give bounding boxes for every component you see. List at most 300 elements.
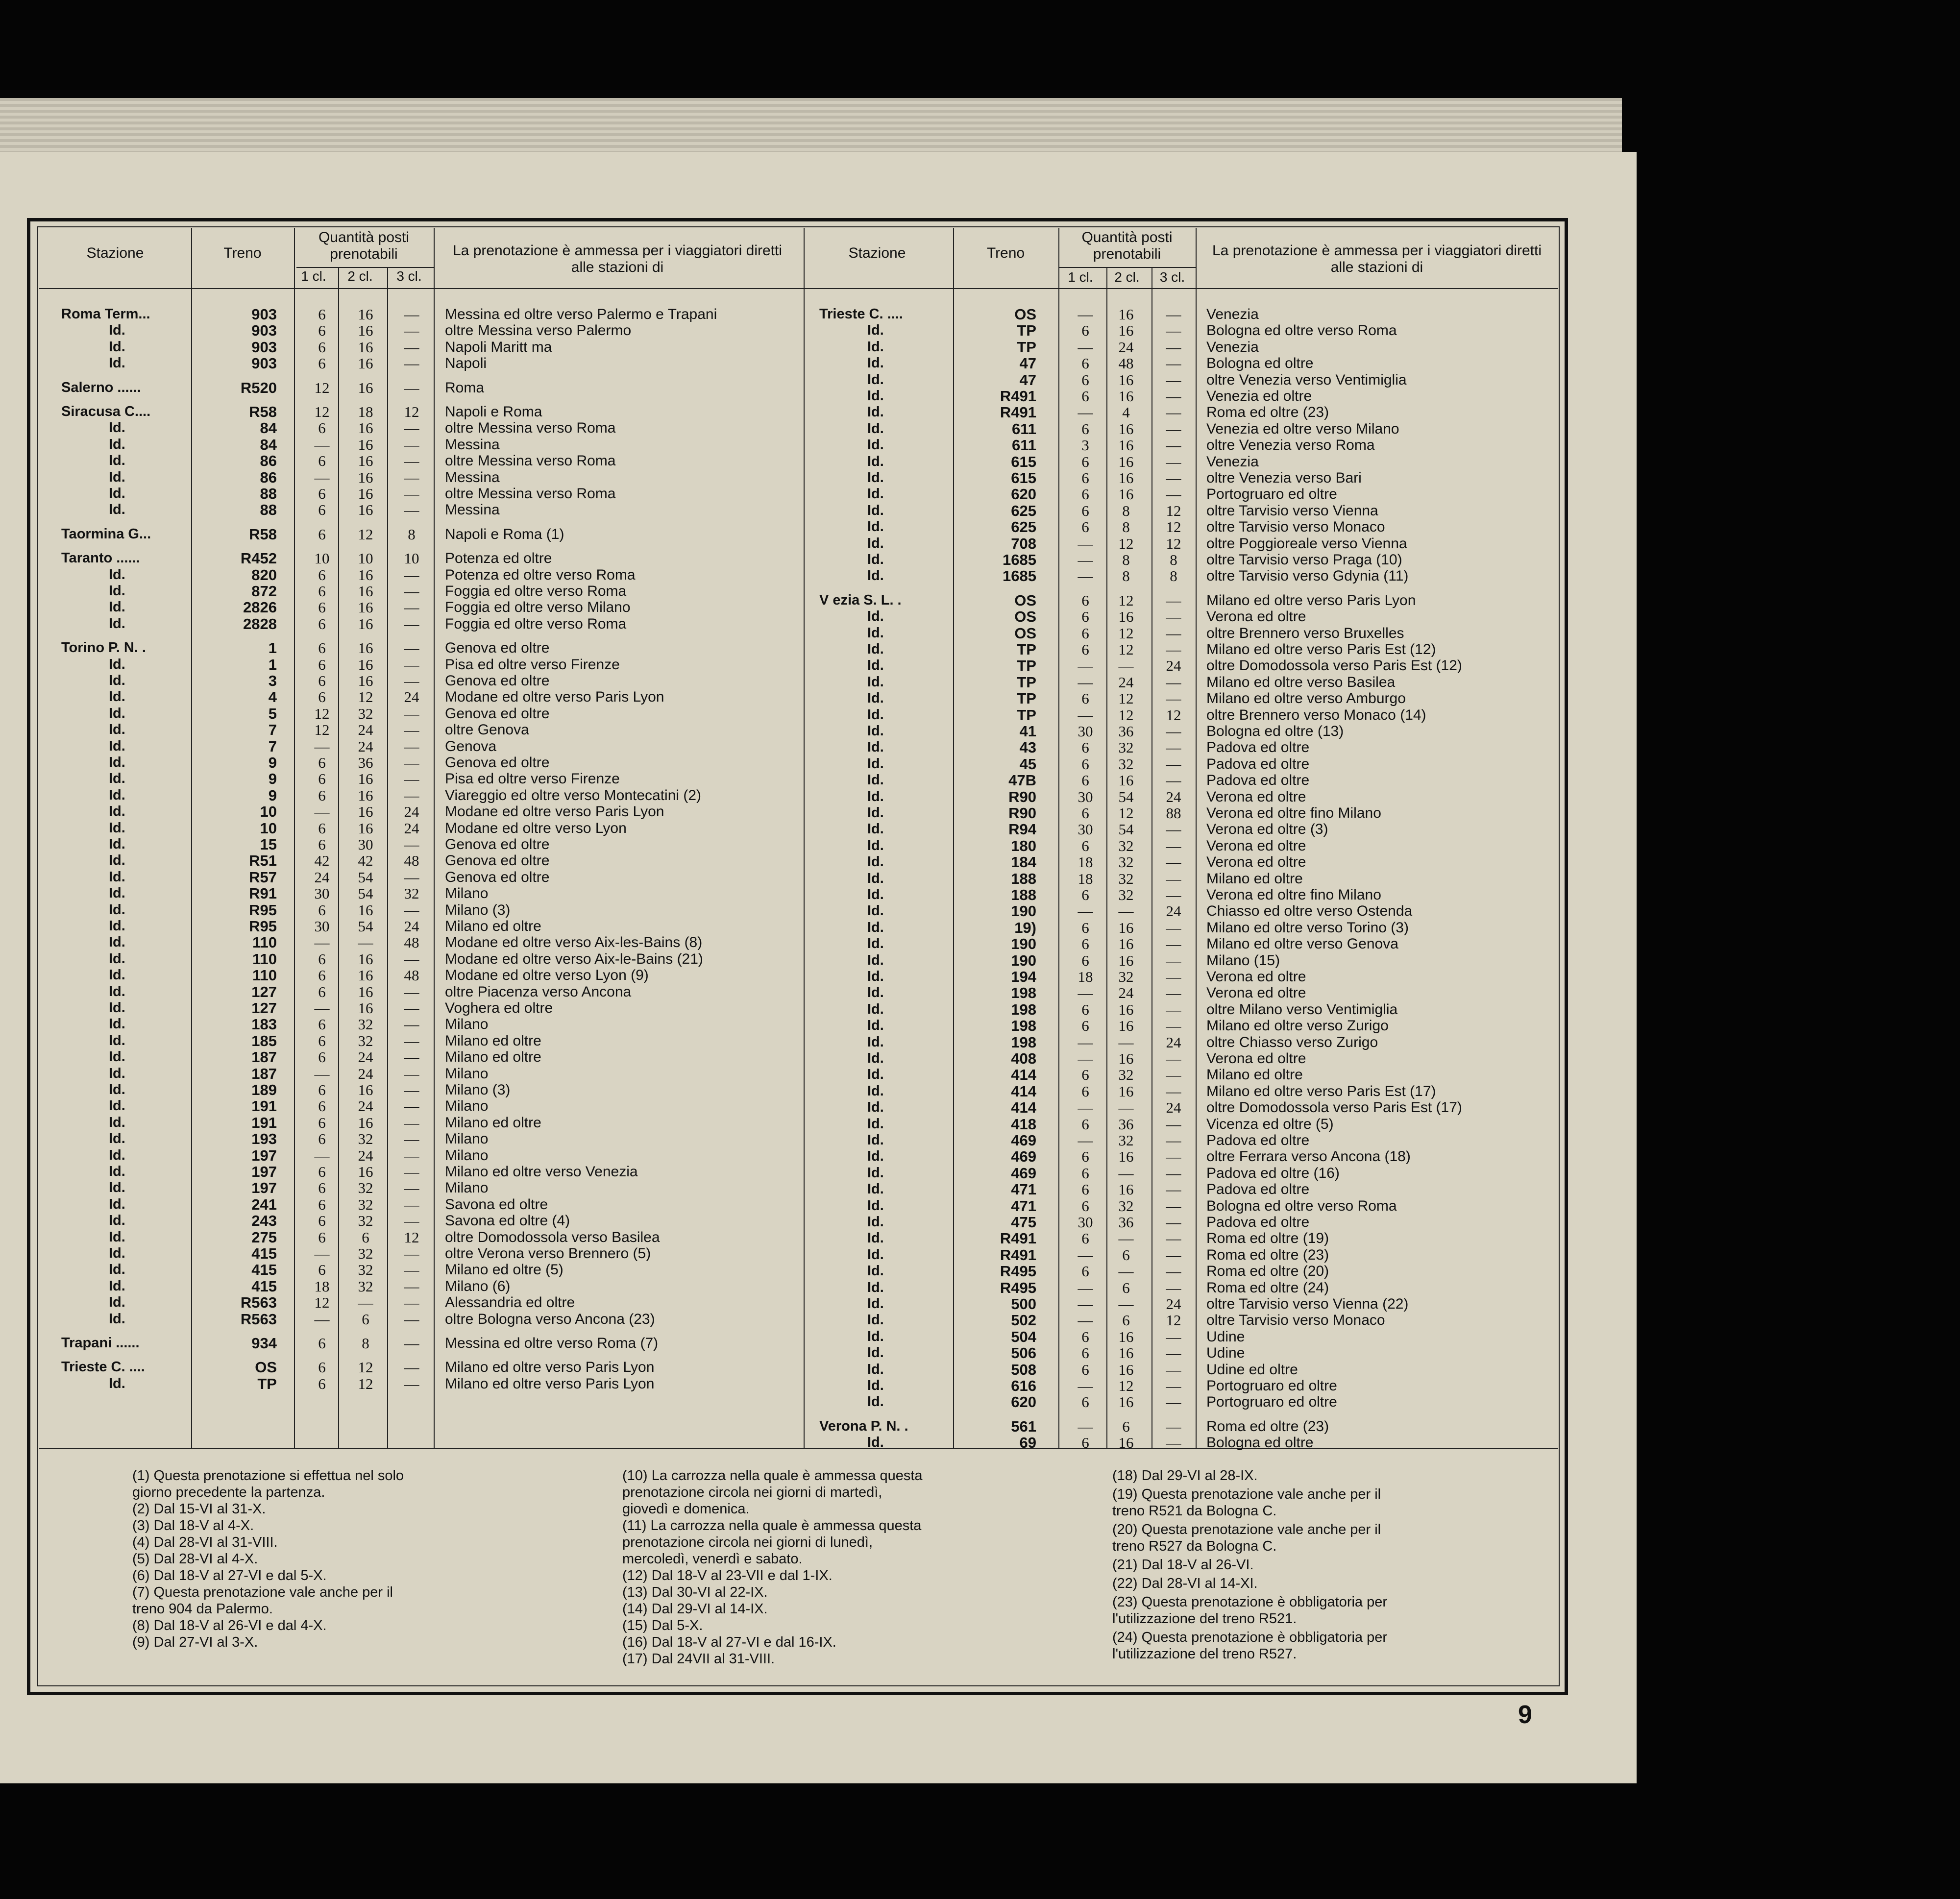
third-class-cell: — — [1166, 1197, 1181, 1215]
train-cell: 190 — [1011, 902, 1036, 920]
second-class-cell: 32 — [1118, 853, 1134, 871]
second-class-cell: — — [358, 1294, 373, 1312]
train-cell: 2828 — [243, 615, 277, 633]
station-cell: Id. — [109, 1147, 125, 1163]
station-cell: Id. — [867, 821, 884, 837]
third-class-cell: 8 — [408, 525, 416, 543]
train-cell: 504 — [1011, 1328, 1036, 1345]
train-cell: 189 — [251, 1081, 277, 1098]
second-class-cell: 16 — [1118, 1361, 1134, 1378]
station-cell: Id. — [867, 535, 884, 551]
station-cell: Id. — [867, 1034, 884, 1050]
destination-cell: Savona ed oltre — [445, 1196, 548, 1213]
station-cell: Id. — [109, 722, 125, 738]
third-class-cell: 32 — [404, 885, 419, 902]
first-class-cell: 6 — [318, 501, 326, 519]
train-cell: 903 — [251, 322, 277, 340]
first-class-cell: 6 — [318, 1016, 326, 1033]
train-cell: R491 — [1000, 1230, 1036, 1247]
station-cell: Id. — [109, 583, 125, 599]
station-cell: Id. — [867, 674, 884, 690]
first-class-cell: 6 — [1081, 1017, 1089, 1035]
train-cell: 86 — [260, 452, 277, 470]
train-cell: 561 — [1011, 1417, 1036, 1435]
second-class-cell: 12 — [1118, 591, 1134, 609]
first-class-cell: 6 — [318, 1163, 326, 1180]
station-cell: Id. — [867, 1435, 884, 1451]
station-cell: Id. — [867, 903, 884, 919]
third-class-cell: — — [1166, 935, 1181, 953]
destination-cell: Verona ed oltre (3) — [1206, 821, 1328, 838]
third-class-cell: — — [404, 599, 419, 616]
destination-cell: Portogruaro ed oltre — [1206, 1394, 1337, 1411]
station-cell: Id. — [867, 837, 884, 853]
first-class-cell: — — [314, 1146, 330, 1164]
third-class-cell: 24 — [1166, 902, 1181, 920]
destination-cell: Milano — [445, 1147, 489, 1164]
station-cell: Id. — [867, 1246, 884, 1263]
destination-cell: Modane ed oltre verso Aix-les-Bains (8) — [445, 934, 703, 951]
first-class-cell: — — [1078, 551, 1093, 568]
destination-cell: Napoli — [445, 355, 487, 372]
second-class-cell: 24 — [1118, 338, 1134, 356]
train-cell: 903 — [251, 306, 277, 323]
station-cell: Id. — [109, 1375, 125, 1391]
train-cell: 415 — [251, 1261, 277, 1279]
header-treno-left: Treno — [223, 245, 262, 261]
first-class-cell: 12 — [314, 403, 330, 420]
train-cell: R51 — [249, 852, 277, 870]
second-class-cell: 12 — [1118, 1377, 1134, 1394]
first-class-cell: 6 — [318, 419, 326, 437]
train-cell: 611 — [1011, 437, 1036, 454]
train-cell: OS — [255, 1359, 277, 1376]
destination-cell: oltre Venezia verso Bari — [1206, 470, 1362, 486]
third-class-cell: — — [1166, 1082, 1181, 1100]
first-class-cell: 6 — [1081, 1115, 1089, 1133]
station-cell: Id. — [867, 985, 884, 1001]
third-class-cell: — — [1166, 951, 1181, 969]
station-cell: Id. — [867, 609, 884, 625]
first-class-cell: 18 — [1078, 870, 1093, 887]
first-class-cell: 6 — [1081, 1164, 1089, 1182]
second-class-cell: 10 — [358, 550, 373, 567]
second-class-cell: 32 — [1118, 755, 1134, 773]
col-divider — [1196, 228, 1197, 1448]
third-class-cell: 12 — [1166, 535, 1181, 552]
destination-cell: Milano — [445, 1016, 489, 1033]
second-class-cell: 16 — [358, 1163, 373, 1180]
first-class-cell: 6 — [318, 754, 326, 771]
footnote: (19) Questa prenotazione vale anche per il treno R521 da Bologna C. — [1112, 1486, 1381, 1519]
first-class-cell: 12 — [314, 705, 330, 722]
destination-cell: Milano ed oltre — [1206, 1067, 1303, 1083]
third-class-cell: — — [404, 1032, 419, 1049]
second-class-cell: — — [1118, 902, 1134, 920]
second-class-cell: 16 — [1118, 437, 1134, 454]
first-class-cell: 6 — [1081, 624, 1089, 642]
second-class-cell: 16 — [358, 672, 373, 689]
third-class-cell: — — [1166, 837, 1181, 854]
third-class-cell: — — [1166, 1246, 1181, 1264]
first-class-cell: 6 — [318, 688, 326, 706]
second-class-cell: 32 — [358, 1130, 373, 1148]
destination-cell: Genova ed oltre — [445, 852, 550, 869]
destination-cell: oltre Ferrara verso Ancona (18) — [1206, 1148, 1411, 1165]
train-cell: 872 — [251, 583, 277, 600]
footnote: (6) Dal 18-V al 27-VI e dal 5-X. — [132, 1568, 327, 1583]
station-cell: Id. — [109, 1311, 125, 1327]
header-bottom-line — [39, 288, 1558, 289]
station-cell: Id. — [867, 1279, 884, 1295]
station-cell: Id. — [109, 689, 125, 705]
destination-cell: Napoli Maritt ma — [445, 339, 552, 355]
station-cell: Id. — [109, 1196, 125, 1212]
second-class-cell: 16 — [1118, 608, 1134, 626]
second-class-cell: 36 — [1118, 1115, 1134, 1133]
first-class-cell: 6 — [318, 967, 326, 984]
first-class-cell: 6 — [1081, 951, 1089, 969]
train-cell: 127 — [251, 983, 277, 1000]
first-class-cell: 6 — [1081, 1361, 1089, 1378]
third-class-cell: — — [1166, 371, 1181, 389]
third-class-cell: — — [404, 1163, 419, 1180]
second-class-cell: 16 — [358, 615, 373, 633]
station-cell: Id. — [109, 1262, 125, 1278]
third-class-cell: — — [1166, 1132, 1181, 1149]
station-cell: Id. — [867, 1067, 884, 1083]
destination-cell: oltre Brennero verso Monaco (14) — [1206, 706, 1426, 723]
destination-cell: oltre Venezia verso Roma — [1206, 437, 1375, 454]
first-class-cell: 6 — [318, 1375, 326, 1392]
third-class-cell: — — [404, 452, 419, 470]
train-cell: OS — [1014, 624, 1036, 642]
train-cell: 9 — [268, 754, 277, 771]
train-cell: 616 — [1011, 1377, 1036, 1394]
train-cell: 10 — [260, 819, 277, 837]
first-class-cell: — — [1078, 1417, 1093, 1435]
destination-cell: Foggia ed oltre verso Roma — [445, 583, 627, 599]
first-class-cell: — — [314, 1310, 330, 1328]
train-cell: 620 — [1011, 486, 1036, 503]
third-class-cell: — — [404, 1130, 419, 1148]
destination-cell: Bologna ed oltre verso Roma — [1206, 1197, 1397, 1214]
train-cell: 7 — [268, 721, 277, 739]
third-class-cell: — — [404, 1016, 419, 1033]
station-cell: Id. — [109, 1294, 125, 1311]
train-cell: 191 — [251, 1114, 277, 1131]
train-cell: 903 — [251, 355, 277, 372]
station-cell: Id. — [867, 1018, 884, 1034]
second-class-cell: 16 — [358, 819, 373, 837]
third-class-cell: — — [404, 770, 419, 788]
second-class-cell: 30 — [358, 836, 373, 853]
first-class-cell: — — [1078, 984, 1093, 1002]
first-class-cell: 6 — [318, 1081, 326, 1098]
third-class-cell: — — [1166, 1066, 1181, 1084]
station-cell: Id. — [867, 936, 884, 952]
footnote: (14) Dal 29-VI al 14-IX. — [622, 1601, 768, 1617]
second-class-cell: 16 — [358, 803, 373, 821]
footnote: (21) Dal 18-V al 26-VI. — [1112, 1557, 1254, 1573]
first-class-cell: 6 — [1081, 486, 1089, 503]
destination-cell: Padova ed oltre — [1206, 1181, 1310, 1198]
second-class-cell: — — [1118, 1164, 1134, 1182]
second-class-cell: 16 — [358, 1114, 373, 1131]
header-3cl-right: 3 cl. — [1159, 269, 1185, 285]
station-cell: Id. — [867, 1263, 884, 1279]
first-class-cell: 6 — [318, 452, 326, 470]
first-class-cell: — — [1078, 1246, 1093, 1264]
third-class-cell: — — [404, 1048, 419, 1066]
destination-cell: Padova ed oltre — [1206, 755, 1310, 772]
train-cell: 500 — [1011, 1295, 1036, 1313]
col-divider — [387, 267, 388, 1448]
third-class-cell: — — [404, 322, 419, 340]
destination-cell: Savona ed oltre (4) — [445, 1213, 570, 1229]
train-cell: R495 — [1000, 1279, 1036, 1296]
second-class-cell: 16 — [358, 599, 373, 616]
destination-cell: Verona ed oltre — [1206, 969, 1306, 985]
second-class-cell: 12 — [1118, 624, 1134, 642]
first-class-cell: 6 — [318, 485, 326, 502]
first-class-cell: 10 — [314, 550, 330, 567]
third-class-cell: — — [404, 999, 419, 1017]
third-class-cell: — — [1166, 338, 1181, 356]
station-cell: Id. — [109, 1229, 125, 1245]
destination-cell: Venezia — [1206, 339, 1259, 355]
destination-cell: Verona ed oltre — [1206, 1050, 1306, 1067]
train-cell: 187 — [251, 1048, 277, 1066]
destination-cell: Milano (3) — [445, 1082, 511, 1098]
second-class-cell: — — [1118, 657, 1134, 675]
destination-cell: Messina — [445, 469, 500, 486]
train-cell: 475 — [1011, 1214, 1036, 1231]
third-class-cell: — — [1166, 1361, 1181, 1378]
station-cell: Id. — [109, 918, 125, 934]
first-class-cell: — — [1078, 1099, 1093, 1117]
station-cell: Id. — [109, 1098, 125, 1114]
train-cell: R563 — [240, 1294, 277, 1312]
third-class-cell: — — [404, 1261, 419, 1279]
destination-cell: oltre Domodossola verso Paris Est (12) — [1206, 657, 1462, 674]
first-class-cell: 30 — [1078, 1214, 1093, 1231]
footnote: (1) Questa prenotazione si effettua nel solo giorno precedente la partenza. — [132, 1468, 404, 1500]
first-class-cell: 6 — [318, 1359, 326, 1376]
second-class-cell: 8 — [1122, 567, 1130, 585]
third-class-cell: 48 — [404, 852, 419, 870]
second-class-cell: 16 — [1118, 1082, 1134, 1100]
station-cell: Taranto ...... — [61, 550, 140, 566]
second-class-cell: 16 — [1118, 919, 1134, 936]
train-cell: 241 — [251, 1195, 277, 1213]
second-class-cell: 16 — [358, 419, 373, 437]
destination-cell: Chiasso ed oltre verso Ostenda — [1206, 903, 1413, 920]
second-class-cell: 16 — [1118, 1017, 1134, 1035]
destination-cell: Venezia ed oltre verso Milano — [1206, 420, 1399, 437]
destination-cell: Milano (3) — [445, 901, 511, 918]
second-class-cell: 6 — [1122, 1246, 1130, 1264]
train-cell: R491 — [1000, 404, 1036, 421]
station-cell: Id. — [109, 934, 125, 950]
third-class-cell: — — [1166, 870, 1181, 887]
third-class-cell: — — [1166, 886, 1181, 903]
second-class-cell: 36 — [1118, 723, 1134, 740]
train-cell: 19) — [1014, 919, 1036, 936]
station-cell: Id. — [867, 657, 884, 674]
destination-cell: Milano ed oltre verso Venezia — [445, 1164, 638, 1180]
second-class-cell: 16 — [358, 639, 373, 657]
train-cell: 180 — [1011, 837, 1036, 854]
second-class-cell: 6 — [1122, 1417, 1130, 1435]
first-class-cell: 6 — [318, 615, 326, 633]
train-cell: 469 — [1011, 1164, 1036, 1182]
destination-cell: Milano ed oltre verso Paris Est (17) — [1206, 1083, 1436, 1099]
third-class-cell: — — [404, 1294, 419, 1312]
train-cell: 41 — [1019, 723, 1036, 740]
first-class-cell: 6 — [1081, 772, 1089, 789]
destination-cell: oltre Tarvisio verso Vienna — [1206, 502, 1378, 519]
train-cell: R94 — [1008, 821, 1036, 838]
footnote: (2) Dal 15-VI al 31-X. — [132, 1501, 266, 1517]
third-class-cell: — — [1166, 322, 1181, 340]
third-class-cell: — — [404, 1081, 419, 1098]
destination-cell: Milano ed oltre verso Torino (3) — [1206, 919, 1409, 936]
second-class-cell: 24 — [1118, 673, 1134, 691]
train-cell: 243 — [251, 1212, 277, 1230]
train-cell: TP — [1017, 673, 1036, 691]
second-class-cell: 16 — [1118, 486, 1134, 503]
first-class-cell: 6 — [1081, 935, 1089, 953]
train-cell: 198 — [1011, 1033, 1036, 1051]
first-class-cell: 6 — [1081, 1328, 1089, 1345]
third-class-cell: — — [404, 468, 419, 486]
third-class-cell: — — [404, 705, 419, 722]
first-class-cell: 6 — [318, 583, 326, 600]
col-divider — [804, 228, 805, 1448]
station-cell: Id. — [867, 470, 884, 486]
first-class-cell: 30 — [1078, 788, 1093, 805]
train-cell: 620 — [1011, 1393, 1036, 1411]
train-cell: 198 — [1011, 1017, 1036, 1035]
second-class-cell: 16 — [358, 306, 373, 323]
destination-cell: Modane ed oltre verso Aix-le-Bains (21) — [445, 950, 703, 967]
station-cell: Id. — [867, 690, 884, 706]
header-1cl-right: 1 cl. — [1068, 269, 1093, 285]
first-class-cell: — — [1078, 1050, 1093, 1067]
third-class-cell: — — [1166, 1148, 1181, 1166]
subheader-line — [296, 267, 434, 268]
second-class-cell: 54 — [358, 885, 373, 902]
train-cell: 88 — [260, 485, 277, 502]
third-class-cell: — — [1166, 404, 1181, 421]
train-cell: 198 — [1011, 984, 1036, 1002]
second-class-cell: 16 — [1118, 772, 1134, 789]
destination-cell: Genova ed oltre — [445, 673, 550, 689]
train-cell: 502 — [1011, 1312, 1036, 1329]
second-class-cell: 16 — [358, 1081, 373, 1098]
destination-cell: Pisa ed oltre verso Firenze — [445, 656, 620, 673]
third-class-cell: — — [404, 436, 419, 453]
first-class-cell: — — [314, 803, 330, 821]
station-cell: Id. — [109, 453, 125, 469]
first-class-cell: 6 — [1081, 1230, 1089, 1247]
second-class-cell: 32 — [1118, 870, 1134, 887]
footnote: (4) Dal 28-VI al 31-VIII. — [132, 1534, 278, 1550]
third-class-cell: — — [1166, 739, 1181, 756]
first-class-cell: 6 — [1081, 837, 1089, 854]
footnote: (11) La carrozza nella quale è ammessa questa prenotazione circola nei giorni di lunedì, mercoledì, venerdì e sabato. — [622, 1518, 922, 1567]
first-class-cell: 6 — [1081, 804, 1089, 822]
station-cell: Id. — [867, 1312, 884, 1328]
destination-cell: Foggia ed oltre verso Milano — [445, 599, 631, 616]
destination-cell: Modane ed oltre verso Lyon (9) — [445, 967, 649, 984]
train-cell: 193 — [251, 1130, 277, 1148]
first-class-cell: — — [1078, 902, 1093, 920]
station-cell: Id. — [867, 1001, 884, 1017]
train-cell: R57 — [249, 868, 277, 886]
third-class-cell: — — [1166, 1164, 1181, 1182]
first-class-cell: 6 — [1081, 518, 1089, 536]
destination-cell: Verona ed oltre — [1206, 609, 1306, 625]
first-class-cell: 6 — [318, 656, 326, 673]
second-class-cell: 32 — [358, 1195, 373, 1213]
station-cell: Id. — [867, 1083, 884, 1099]
second-class-cell: 6 — [1122, 1312, 1130, 1329]
train-cell: 1685 — [1003, 551, 1036, 568]
second-class-cell: 16 — [358, 322, 373, 340]
first-class-cell: 6 — [1081, 1344, 1089, 1362]
second-class-cell: 54 — [1118, 788, 1134, 805]
station-cell: Id. — [109, 836, 125, 852]
first-class-cell: 30 — [314, 885, 330, 902]
station-cell: Id. — [867, 1328, 884, 1344]
station-cell: Id. — [867, 486, 884, 502]
first-class-cell: — — [314, 999, 330, 1017]
train-cell: 415 — [251, 1245, 277, 1262]
second-class-cell: 32 — [358, 705, 373, 722]
station-cell: Id. — [867, 952, 884, 968]
destination-cell: Voghera ed oltre — [445, 1000, 553, 1016]
third-class-cell: 24 — [1166, 1033, 1181, 1051]
destination-cell: Milano ed oltre verso Genova — [1206, 936, 1398, 952]
station-cell: Id. — [109, 1131, 125, 1147]
first-class-cell: 6 — [1081, 739, 1089, 756]
station-cell: Id. — [867, 1132, 884, 1148]
third-class-cell: — — [1166, 1417, 1181, 1435]
station-cell: Id. — [109, 1213, 125, 1229]
third-class-cell: — — [1166, 1377, 1181, 1394]
first-class-cell: 6 — [318, 1130, 326, 1148]
second-class-cell: — — [1118, 1295, 1134, 1313]
destination-cell: Bologna ed oltre verso Roma — [1206, 322, 1397, 339]
destination-cell: Padova ed oltre — [1206, 772, 1310, 789]
third-class-cell: — — [404, 1245, 419, 1262]
train-cell: 414 — [1011, 1082, 1036, 1100]
first-class-cell: — — [1078, 306, 1093, 323]
first-class-cell: 6 — [1081, 1000, 1089, 1018]
station-cell: Id. — [109, 738, 125, 754]
train-cell: 86 — [260, 468, 277, 486]
destination-cell: Milano ed oltre verso Paris Est (12) — [1206, 641, 1436, 657]
second-class-cell: 8 — [1122, 551, 1130, 568]
destination-cell: Roma ed oltre (19) — [1206, 1230, 1329, 1247]
station-cell: Id. — [109, 1245, 125, 1261]
train-cell: TP — [1017, 641, 1036, 658]
destination-cell: Udine — [1206, 1328, 1245, 1345]
second-class-cell: 16 — [358, 983, 373, 1000]
third-class-cell: 12 — [1166, 518, 1181, 536]
